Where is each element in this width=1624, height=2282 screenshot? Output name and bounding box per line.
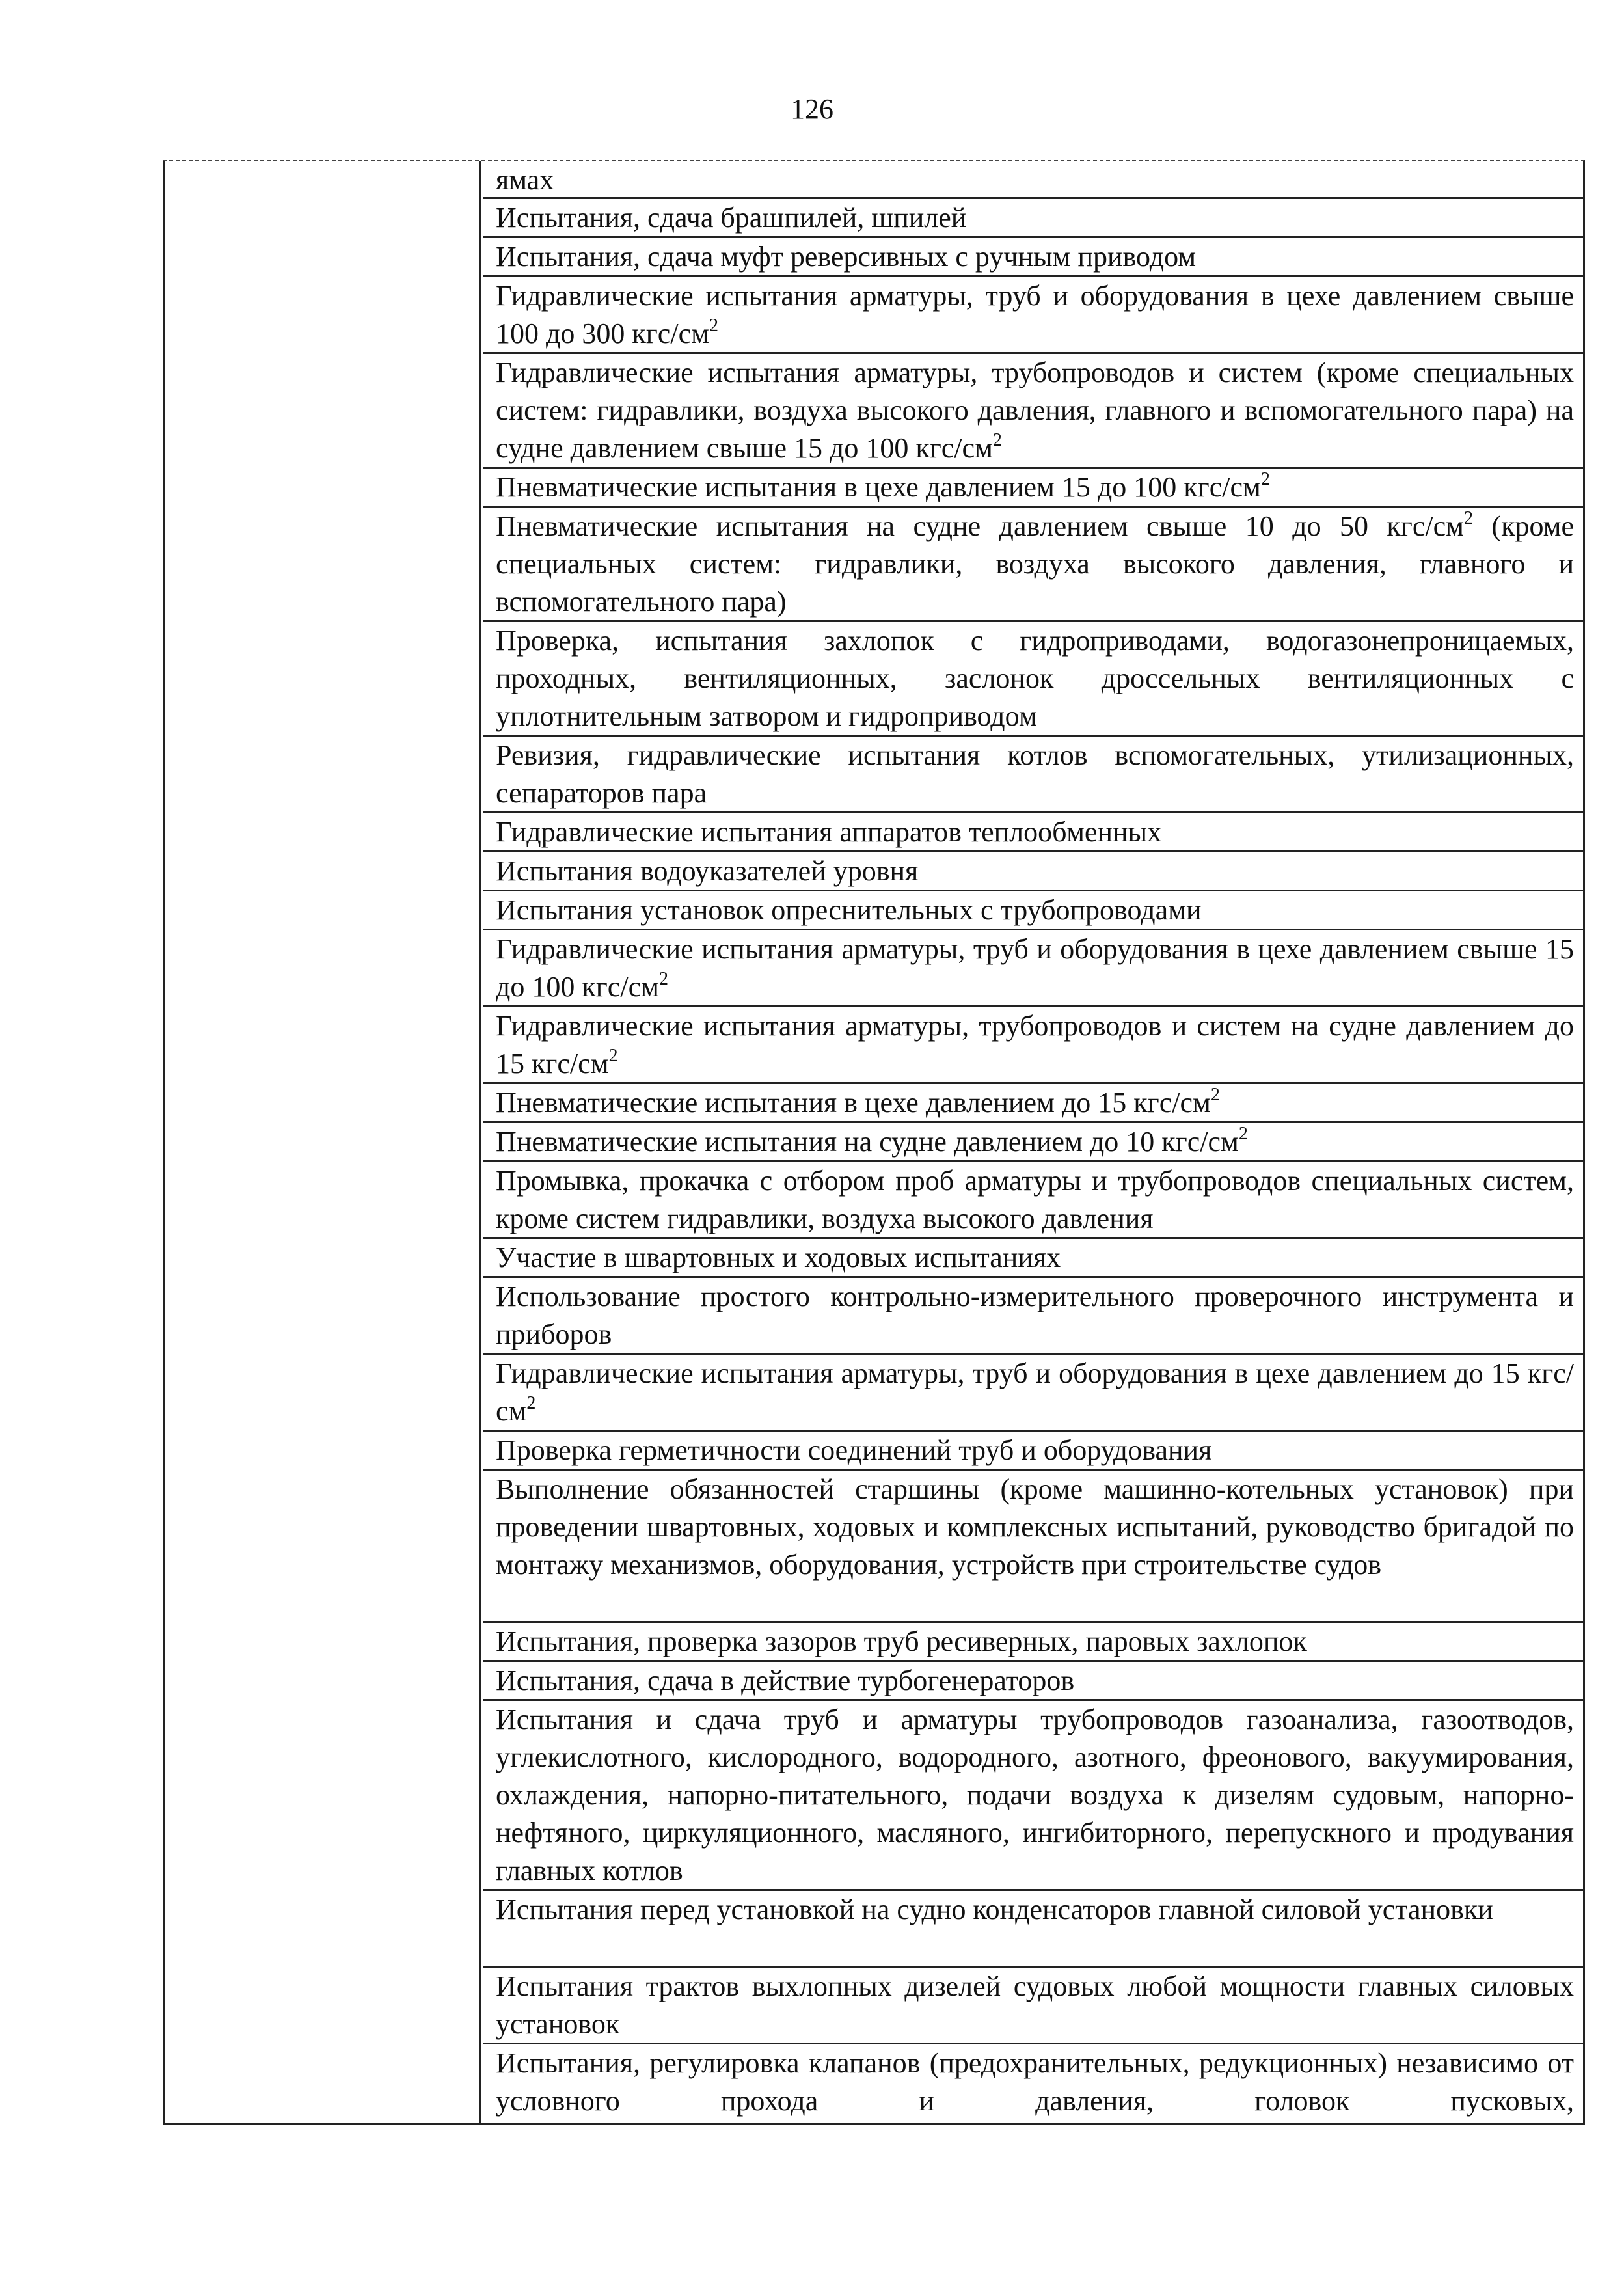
superscript: 2 xyxy=(1260,469,1270,489)
table-row: Испытания водоуказателей уровня xyxy=(483,852,1583,891)
superscript: 2 xyxy=(1210,1085,1220,1105)
table-row: Промывка, прокачка с отбором проб арматуры и трубопроводов специальных систем, кроме систем гидравлики, воздуха высокого давления xyxy=(483,1162,1583,1239)
table-row: Участие в швартовных и ходовых испытаниях xyxy=(483,1239,1583,1278)
table-row: Испытания трактов выхлопных дизелей судовых любой мощности главных силовых установок xyxy=(483,1968,1583,2044)
table-row: Пневматические испытания в цехе давлением до 15 кгс/$см^2$ xyxy=(483,1084,1583,1123)
table-row: Гидравлические испытания арматуры, трубопроводов и систем (кроме специальных систем: гидравлики, воздуха высокого давления, главного и вспомогательного пара) на судне давлением свыше 15 до 100 кгс/$см^2$ xyxy=(483,354,1583,469)
table-row: Гидравлические испытания аппаратов теплообменных xyxy=(483,813,1583,852)
superscript: 2 xyxy=(526,1393,536,1413)
superscript: 2 xyxy=(608,1046,618,1066)
table-row: Испытания, сдача муфт реверсивных с ручным приводом xyxy=(483,238,1583,277)
table-row: Испытания установок опреснительных с трубопроводами xyxy=(483,891,1583,930)
table-row: ямах xyxy=(483,161,1583,199)
page-number: 126 xyxy=(791,93,833,125)
table-row: Ревизия, гидравлические испытания котлов вспомогательных, утилизационных, сепараторов пара xyxy=(483,737,1583,813)
table-row: Проверка герметичности соединений труб и оборудования xyxy=(483,1432,1583,1471)
table-row: Гидравлические испытания арматуры, труб и оборудования в цехе давлением свыше 15 до 100 кгс/$см^2$ xyxy=(483,930,1583,1007)
table-row: Гидравлические испытания арматуры, труб и оборудования в цехе давлением свыше 100 до 300 кгс/$см^2$ xyxy=(483,277,1583,354)
table-row: Гидравлические испытания арматуры, труб и оборудования в цехе давлением до 15 кгс/$см^2$ xyxy=(483,1355,1583,1432)
table-row: Пневматические испытания в цехе давлением 15 до 100 кгс/$см^2$ xyxy=(483,469,1583,508)
table-row: Использование простого контрольно-измерительного проверочного инструмента и приборов xyxy=(483,1278,1583,1355)
superscript: 2 xyxy=(1463,508,1473,528)
left-column xyxy=(165,161,481,2123)
superscript: 2 xyxy=(1238,1124,1248,1144)
table-row: Пневматические испытания на судне давлением до 10 кгс/$см^2$ xyxy=(483,1123,1583,1162)
table-row: Гидравлические испытания арматуры, трубопроводов и систем на судне давлением до 15 кгс/$см^2$ xyxy=(483,1007,1583,1084)
superscript: 2 xyxy=(709,316,718,336)
table-row: Испытания, регулировка клапанов (предохранительных, редукционных) независимо от условного прохода и давления, головок пусковых, xyxy=(496,2047,1574,2117)
superscript: 2 xyxy=(658,969,668,989)
table-row: Проверка, испытания захлопок с гидроприводами, водогазонепроницаемых, проходных, вентиляционных, заслонок дроссельных вентиляционных с уплотнительным затвором и гидроприводом xyxy=(483,622,1583,737)
work-list xyxy=(483,161,1583,2123)
superscript: 2 xyxy=(992,430,1002,450)
work-table xyxy=(163,160,1585,2125)
table-row: Выполнение обязанностей старшины (кроме машинно-котельных установок) при проведении швартовных, ходовых и комплексных испытаний, руководство бригадой по монтажу механизмов, оборудования, устройств при строительстве судов xyxy=(483,1471,1583,1623)
table-row: Испытания, сдача брашпилей, шпилей xyxy=(483,199,1583,238)
table-row: Пневматические испытания на судне давлением свыше 10 до 50 кгс/$см^2$ (кроме специальных систем: гидравлики, воздуха высокого давления, главного и вспомогательного пара) xyxy=(483,508,1583,622)
table-row: Испытания, проверка зазоров труб ресиверных, паровых захлопок xyxy=(483,1623,1583,1662)
table-row: Испытания и сдача труб и арматуры трубопроводов газоанализа, газоотводов, углекислотного, кислородного, водородного, азотного, фреонового, вакуумирования, охлаждения, напорно-питательного, подачи воздуха к дизелям судовым, напорно-нефтяного, циркуляционного, масляного, ингибиторного, перепускного и продувания главных котлов xyxy=(483,1701,1583,1891)
table-row: Испытания, сдача в действие турбогенераторов xyxy=(483,1662,1583,1701)
table-row: Испытания перед установкой на судно конденсаторов главной силовой установки xyxy=(483,1891,1583,1968)
